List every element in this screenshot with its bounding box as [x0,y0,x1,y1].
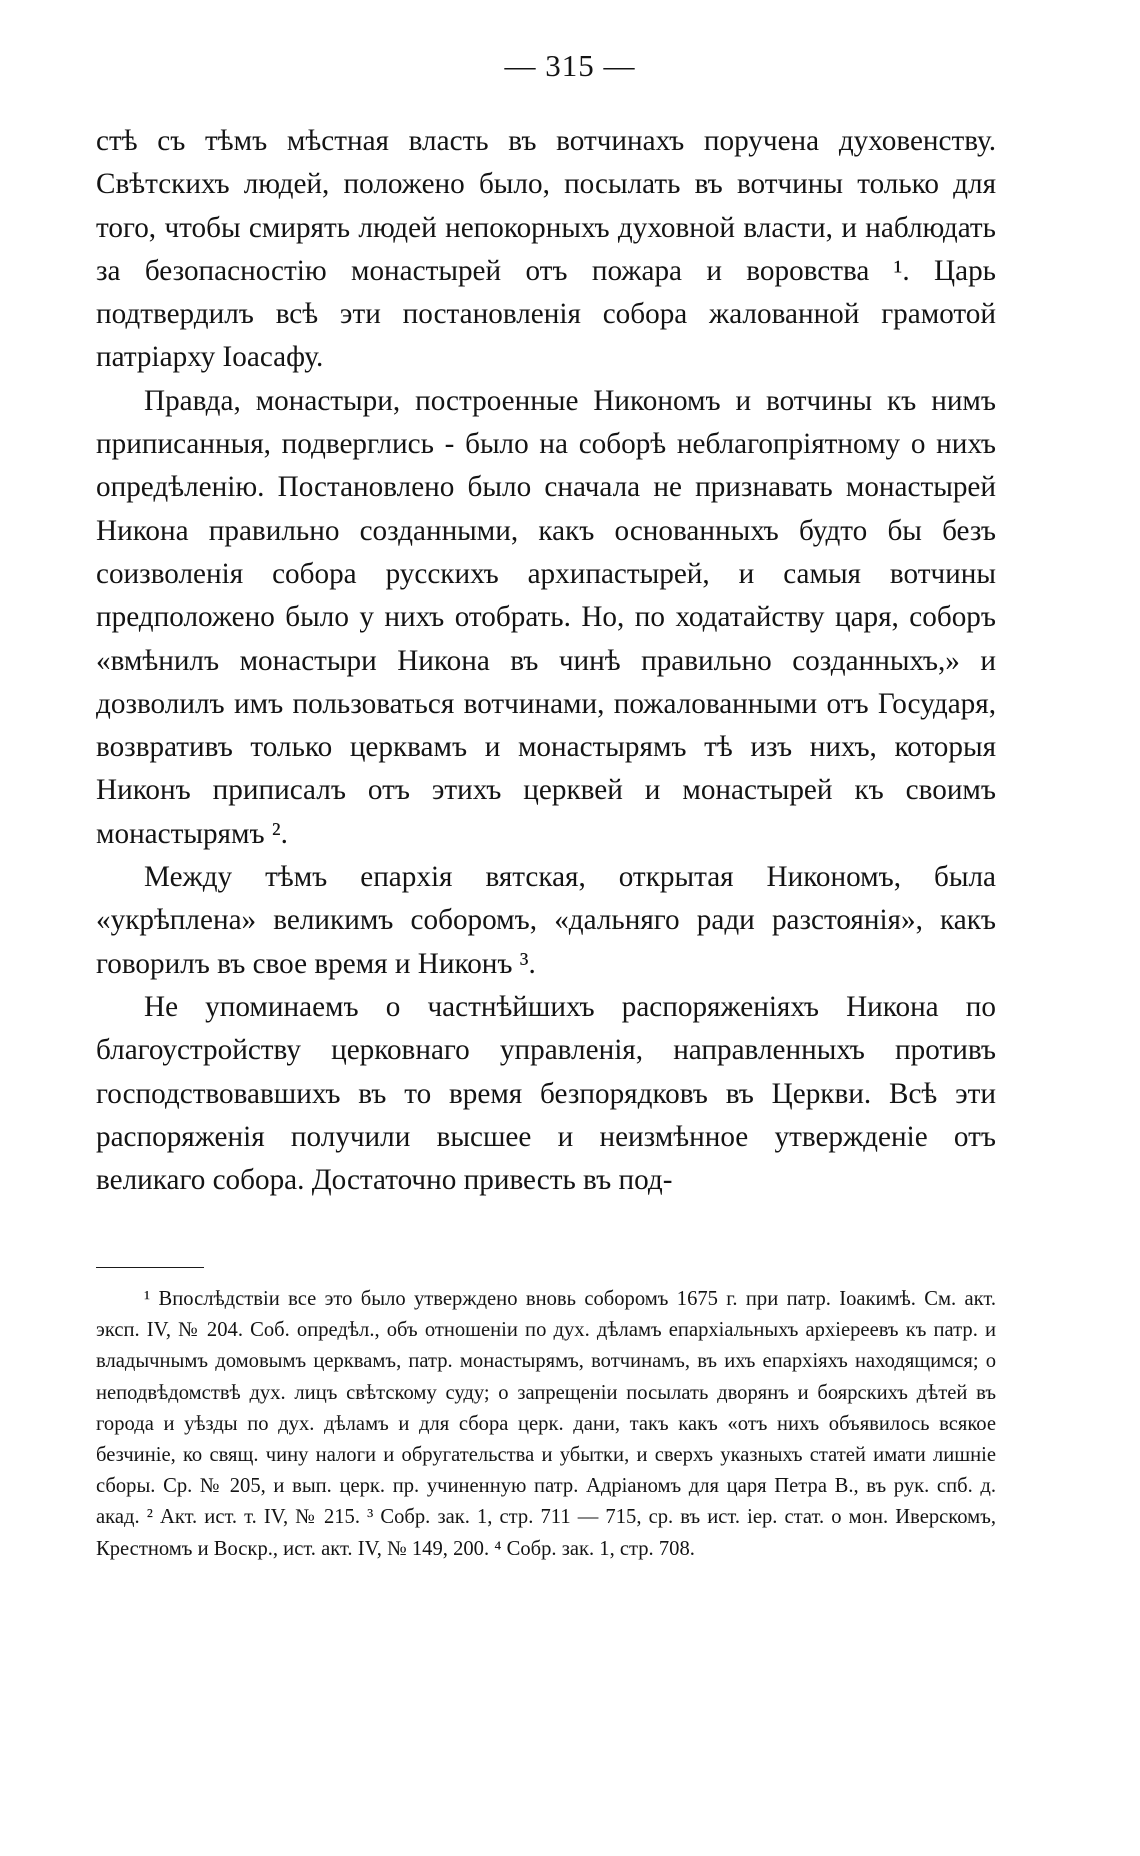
footnote-text: ¹ Впослѣдствіи все это было утверждено вновь соборомъ 1675 г. при патр. Іоакимѣ. См. акт. эксп. IV, № 204. Соб. опредѣл., объ отношеніи по дух. дѣламъ епархіальныхъ архіереевъ къ патр. и владычнымъ домовымъ церквамъ, патр. монастырямъ, вотчинамъ, въ ихъ епархіяхъ находящимся; о неподвѣдомствѣ дух. лицъ свѣтскому суду; о запрещеніи посылать дворянъ и боярскихъ дѣтей въ города и уѣзды по дух. дѣламъ и для сбора церк. дани, такъ какъ «отъ нихъ объявилось всякое безчиніе, ко свящ. чину налоги и обругательства и убытки, и сверхъ указныхъ статей имати лишніе сборы. Ср. № 205, и вып. церк. пр. учиненную патр. Адріаномъ для царя Петра В., въ рук. спб. д. акад. ² Акт. ист. т. IV, № 215. ³ Собр. зак. 1, стр. 711 — 715, ср. въ ист. іер. стат. о мон. Иверскомъ, Крестномъ и Воскр., ист. акт. IV, № 149, 200. ⁴ Собр. зак. 1, стр. 708. [96,1288,996,1560]
paragraph-monastery-authority: стѣ съ тѣмъ мѣстная власть въ вотчинахъ поручена духовенству. Свѣтскихъ людей, положено было, посылать въ вотчины только для того, чтобы смирять людей непокорныхъ духовной власти, и наблюдать за безопасностію монастырей отъ пожара и воровства ¹. Царь подтвердилъ всѣ эти постановленія собора жалованной грамотой патріарху Іоасафу. [96,125,996,374]
paragraph-vyatka-eparchy: Между тѣмъ епархія вятская, открытая Никономъ, была «укрѣплена» великимъ соборомъ, «дальняго ради разстоянія», какъ говорилъ въ свое время и Никонъ ³. [96,861,996,980]
footnotes [96,1284,996,1565]
paragraph-church-governance: Не упоминаемъ о частнѣйшихъ распоряженіяхъ Никона по благоустройству церковнаго управленія, направленныхъ противъ господствовавшихъ въ то время безпорядковъ въ Церкви. Всѣ эти распоряженія получили высшее и неизмѣнное утвержденіе отъ великаго собора. Достаточно привесть въ под- [96,990,996,1197]
footnote-divider [96,1267,204,1268]
paragraph-nikon-monasteries: Правда, монастыри, построенные Никономъ и вотчины къ нимъ приписанныя, подверглись - было на соборѣ неблагопріятному о нихъ опредѣленію. Постановлено было сначала не признавать монастырей Никона правильно созданными, какъ основанныхъ будто бы безъ соизволенія собора русскихъ архипастырей, и самыя вотчины предположено было у нихъ отобрать. Но, по ходатайству царя, соборъ «вмѣнилъ монастыри Никона въ чинѣ правильно созданныхъ,» и дозволилъ имъ пользоваться вотчинами, пожалованными отъ Государя, возвративъ только церквамъ и монастырямъ тѣ изъ нихъ, которыя Никонъ приписалъ отъ этихъ церквей и монастырей къ своимъ монастырямъ ². [96,384,996,850]
page-number: — 315 — [504,48,636,83]
main-text [96,120,996,1202]
